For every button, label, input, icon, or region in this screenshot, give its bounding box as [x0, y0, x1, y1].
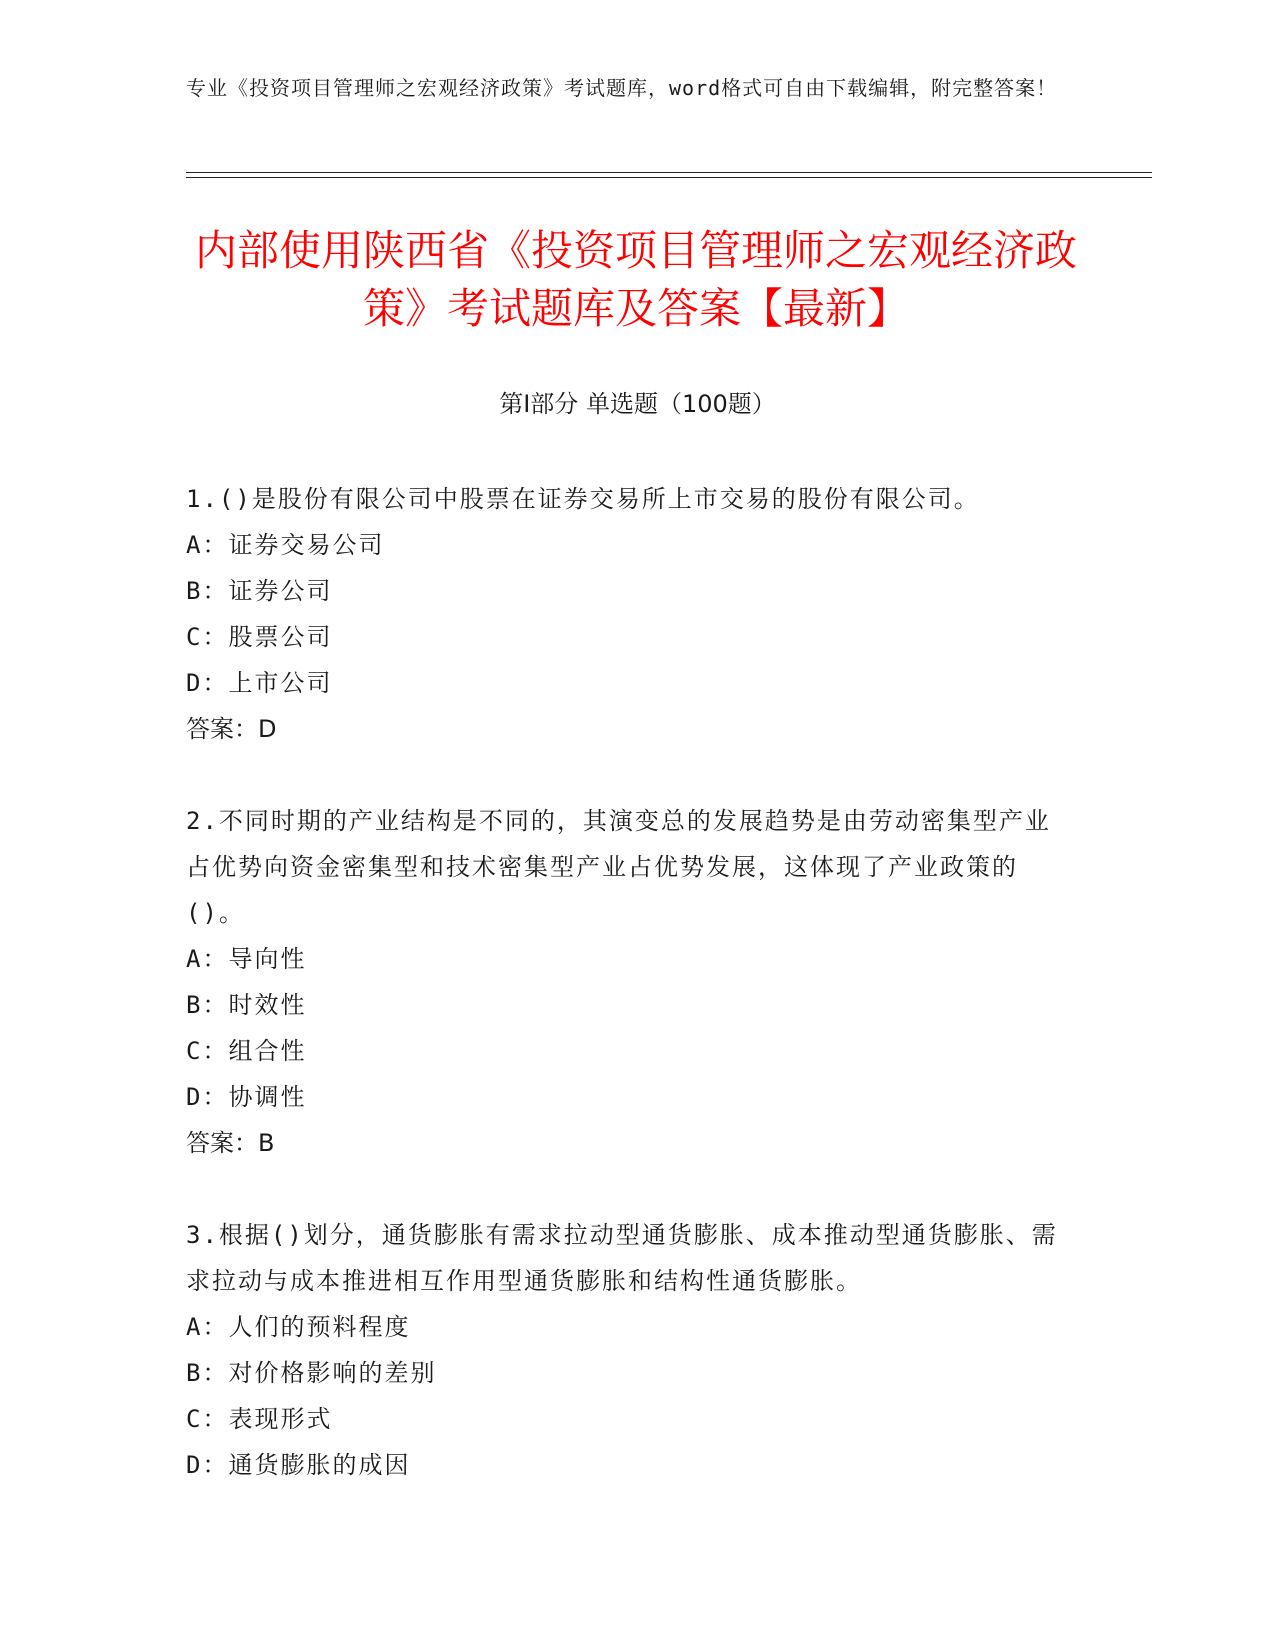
- option-d: D：协调性: [186, 1083, 307, 1111]
- option-b: B：对价格影响的差别: [186, 1359, 437, 1387]
- answer: 答案：D: [186, 715, 277, 743]
- option-b: B：时效性: [186, 991, 307, 1019]
- option-a: A：导向性: [186, 945, 307, 973]
- question-list: [186, 476, 1066, 1534]
- section-heading: 第Ⅰ部分 单选题（100题）: [499, 390, 776, 418]
- option-d: D：上市公司: [186, 669, 333, 697]
- header-rule-thin: [186, 177, 1152, 178]
- option-c: C：表现形式: [186, 1405, 333, 1433]
- option-b: B：证券公司: [186, 577, 333, 605]
- answer: 答案：B: [186, 1129, 275, 1157]
- question-1: [186, 476, 1066, 752]
- option-a: A：人们的预料程度: [186, 1313, 411, 1341]
- document-title: 内部使用陕西省《投资项目管理师之宏观经济政策》考试题库及答案【最新】: [194, 226, 1077, 333]
- header-note: 专业《投资项目管理师之宏观经济政策》考试题库，word格式可自由下载编辑，附完整答案！: [186, 76, 1058, 100]
- question-stem: 3.根据()划分，通货膨胀有需求拉动型通货膨胀、成本推动型通货膨胀、需求拉动与成本推进相互作用型通货膨胀和结构性通货膨胀。: [186, 1221, 1058, 1295]
- option-a: A：证券交易公司: [186, 531, 385, 559]
- header-rule-thick: [186, 172, 1152, 173]
- option-c: C：组合性: [186, 1037, 307, 1065]
- option-d: D：通货膨胀的成因: [186, 1451, 411, 1479]
- question-stem: 1.()是股份有限公司中股票在证券交易所上市交易的股份有限公司。: [186, 485, 980, 513]
- question-3: [186, 1212, 1066, 1488]
- question-stem: 2.不同时期的产业结构是不同的，其演变总的发展趋势是由劳动密集型产业占优势向资金密集型和技术密集型产业占优势发展，这体现了产业政策的()。: [186, 807, 1051, 927]
- option-c: C：股票公司: [186, 623, 333, 651]
- question-2: [186, 798, 1066, 1166]
